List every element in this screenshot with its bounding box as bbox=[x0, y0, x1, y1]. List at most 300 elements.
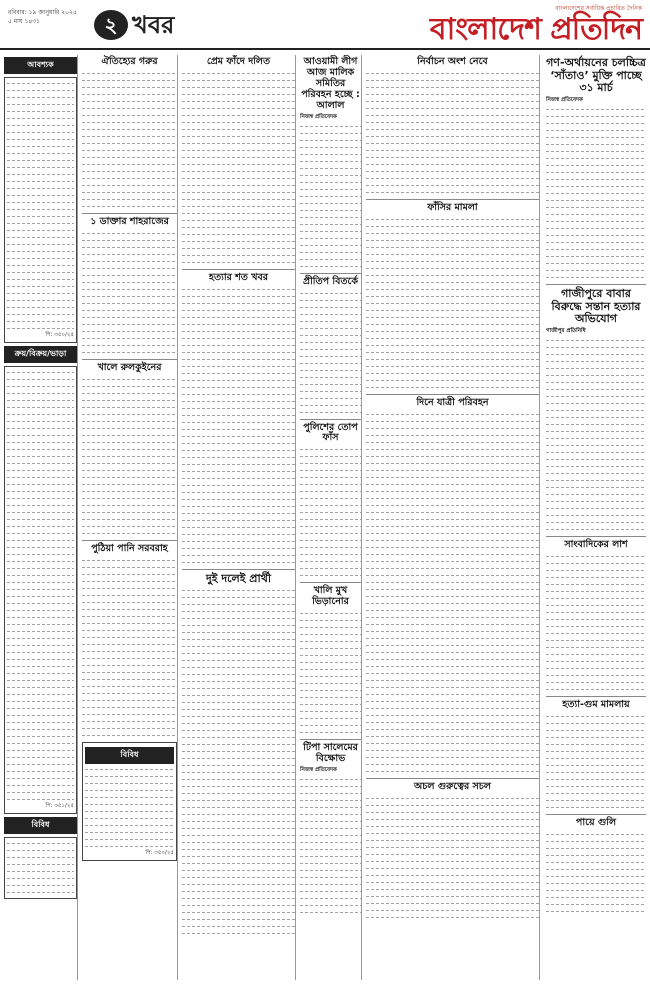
text-line bbox=[546, 769, 646, 776]
text-line bbox=[366, 635, 539, 642]
text-line bbox=[82, 732, 177, 739]
text-line bbox=[546, 776, 646, 783]
text-line bbox=[546, 211, 646, 218]
date-block bbox=[8, 8, 77, 26]
classified-block bbox=[4, 837, 77, 899]
text-line bbox=[82, 606, 177, 613]
text-line bbox=[366, 879, 539, 886]
text-line bbox=[546, 113, 646, 120]
text-line bbox=[182, 902, 295, 909]
text-line bbox=[7, 705, 74, 712]
news-column-3 bbox=[182, 55, 296, 980]
text-line bbox=[546, 720, 646, 727]
text-line bbox=[82, 335, 177, 342]
text-line bbox=[546, 393, 646, 400]
text-line bbox=[546, 859, 646, 866]
text-line bbox=[7, 544, 74, 551]
text-line bbox=[182, 419, 295, 426]
text-line bbox=[546, 428, 646, 435]
bangla-date: ৫ মাঘ ১৪৩১ bbox=[8, 18, 41, 25]
text-line bbox=[366, 530, 539, 537]
text-line bbox=[182, 286, 295, 293]
news-column-4 bbox=[300, 55, 362, 980]
text-line bbox=[82, 258, 177, 265]
text-line bbox=[7, 404, 74, 411]
text-line bbox=[7, 523, 74, 530]
text-line bbox=[182, 224, 295, 231]
text-line bbox=[182, 615, 295, 622]
text-line bbox=[7, 129, 74, 136]
text-line bbox=[546, 755, 646, 762]
text-line bbox=[82, 662, 177, 669]
text-line bbox=[300, 776, 361, 783]
text-line bbox=[546, 880, 646, 887]
text-line bbox=[7, 614, 74, 621]
text-line bbox=[366, 656, 539, 663]
headline-debate: প্রীতিপ বিতর্কে bbox=[302, 275, 358, 287]
text-line bbox=[300, 488, 361, 495]
text-line bbox=[366, 830, 539, 837]
text-line bbox=[7, 600, 74, 607]
text-line bbox=[7, 227, 74, 234]
text-line bbox=[82, 140, 177, 147]
text-line bbox=[300, 673, 361, 680]
text-line bbox=[300, 290, 361, 297]
text-line bbox=[7, 311, 74, 318]
text-line bbox=[7, 572, 74, 579]
text-line bbox=[182, 496, 295, 503]
text-line bbox=[300, 249, 361, 256]
text-line bbox=[85, 822, 174, 829]
headline-murder-case: হত্যা-গুম মামলায় bbox=[562, 698, 630, 710]
text-line bbox=[82, 390, 177, 397]
notice-box bbox=[82, 742, 177, 861]
text-line bbox=[7, 255, 74, 262]
text-line bbox=[82, 189, 177, 196]
text-line bbox=[7, 376, 74, 383]
text-line bbox=[82, 105, 177, 112]
headline-heritage: ঐতিহ্যের গরুর bbox=[101, 56, 158, 67]
text-line bbox=[7, 796, 74, 803]
text-line bbox=[300, 825, 361, 832]
text-line bbox=[546, 491, 646, 498]
text-line bbox=[300, 409, 361, 416]
text-line bbox=[182, 475, 295, 482]
text-line bbox=[546, 463, 646, 470]
text-line bbox=[546, 365, 646, 372]
text-line bbox=[366, 481, 539, 488]
text-line bbox=[82, 578, 177, 585]
text-line bbox=[300, 346, 361, 353]
text-line bbox=[366, 182, 539, 189]
text-line bbox=[7, 262, 74, 269]
text-line bbox=[546, 477, 646, 484]
text-line bbox=[7, 642, 74, 649]
text-line bbox=[182, 783, 295, 790]
text-line bbox=[546, 246, 646, 253]
text-line bbox=[546, 414, 646, 421]
text-line bbox=[182, 356, 295, 363]
text-line bbox=[546, 358, 646, 365]
text-line bbox=[300, 200, 361, 207]
text-line bbox=[546, 866, 646, 873]
text-line bbox=[546, 894, 646, 901]
text-line bbox=[82, 669, 177, 676]
text-line bbox=[546, 637, 646, 644]
text-line bbox=[85, 808, 174, 815]
text-line bbox=[182, 706, 295, 713]
text-line bbox=[7, 318, 74, 325]
text-line bbox=[546, 162, 646, 169]
text-line bbox=[300, 537, 361, 544]
text-line bbox=[300, 179, 361, 186]
text-line bbox=[82, 175, 177, 182]
news-column-5 bbox=[366, 55, 540, 980]
logo-tagline: বাংলাদেশের সর্বাধিক প্রচারিত দৈনিক bbox=[555, 5, 642, 12]
text-line bbox=[82, 509, 177, 516]
text-line bbox=[300, 460, 361, 467]
byline: নিজস্ব প্রতিবেদক bbox=[300, 767, 337, 774]
text-line bbox=[182, 741, 295, 748]
text-line bbox=[182, 860, 295, 867]
text-line bbox=[182, 189, 295, 196]
text-line bbox=[182, 245, 295, 252]
text-line bbox=[7, 565, 74, 572]
text-line bbox=[82, 161, 177, 168]
text-line bbox=[366, 411, 539, 418]
text-line bbox=[546, 148, 646, 155]
text-line bbox=[182, 203, 295, 210]
article-body bbox=[82, 230, 177, 356]
text-line bbox=[182, 524, 295, 531]
text-line bbox=[7, 269, 74, 276]
text-line bbox=[82, 376, 177, 383]
text-line bbox=[82, 182, 177, 189]
text-line bbox=[366, 175, 539, 182]
text-line bbox=[366, 84, 539, 91]
text-line bbox=[182, 433, 295, 440]
text-line bbox=[182, 489, 295, 496]
text-line bbox=[300, 617, 361, 624]
text-line bbox=[7, 453, 74, 460]
text-line bbox=[182, 636, 295, 643]
text-line bbox=[546, 484, 646, 491]
text-line bbox=[366, 467, 539, 474]
text-line bbox=[300, 659, 361, 666]
text-line bbox=[366, 768, 539, 775]
text-line bbox=[366, 98, 539, 105]
text-line bbox=[366, 593, 539, 600]
text-line bbox=[7, 369, 74, 376]
text-line bbox=[366, 286, 539, 293]
text-line bbox=[82, 133, 177, 140]
text-line bbox=[300, 832, 361, 839]
section-title-notice: বিবিধ bbox=[85, 747, 174, 764]
text-line bbox=[546, 567, 646, 574]
text-line bbox=[546, 679, 646, 686]
text-line bbox=[182, 342, 295, 349]
text-line bbox=[82, 328, 177, 335]
text-line bbox=[82, 676, 177, 683]
text-line bbox=[366, 154, 539, 161]
text-line bbox=[7, 635, 74, 642]
text-line bbox=[82, 488, 177, 495]
text-line bbox=[7, 607, 74, 614]
text-line bbox=[300, 610, 361, 617]
text-line bbox=[7, 115, 74, 122]
text-line bbox=[366, 747, 539, 754]
text-line bbox=[182, 727, 295, 734]
text-line bbox=[366, 865, 539, 872]
text-line bbox=[82, 307, 177, 314]
headline-protest: টিপা সালেমের বিক্ষোভ bbox=[303, 742, 358, 765]
text-line bbox=[7, 882, 74, 889]
text-line bbox=[182, 867, 295, 874]
text-line bbox=[300, 481, 361, 488]
text-line bbox=[7, 847, 74, 854]
text-line bbox=[82, 690, 177, 697]
text-line bbox=[300, 297, 361, 304]
text-line bbox=[82, 467, 177, 474]
classifieds-column bbox=[4, 55, 78, 980]
text-line bbox=[300, 207, 361, 214]
text-line bbox=[546, 908, 646, 915]
text-line bbox=[7, 677, 74, 684]
text-line bbox=[366, 488, 539, 495]
headline-love-trap: প্রেম ফাঁদে দলিত bbox=[206, 56, 271, 67]
text-line bbox=[300, 701, 361, 708]
text-line bbox=[7, 467, 74, 474]
text-line bbox=[366, 230, 539, 237]
text-line bbox=[82, 112, 177, 119]
article-body bbox=[366, 795, 539, 921]
text-line bbox=[7, 488, 74, 495]
text-line bbox=[546, 609, 646, 616]
text-line bbox=[82, 279, 177, 286]
headline-murder-news: হত্যার শত খবর bbox=[209, 271, 268, 283]
text-line bbox=[182, 105, 295, 112]
text-line bbox=[300, 318, 361, 325]
text-line bbox=[366, 579, 539, 586]
text-line bbox=[82, 314, 177, 321]
text-line bbox=[7, 761, 74, 768]
text-line bbox=[182, 923, 295, 930]
text-line bbox=[182, 832, 295, 839]
text-line bbox=[7, 698, 74, 705]
text-line bbox=[300, 360, 361, 367]
text-line bbox=[366, 607, 539, 614]
text-line bbox=[366, 342, 539, 349]
classified-code: পি: ৩৫০/২৫ bbox=[145, 849, 174, 856]
text-line bbox=[7, 628, 74, 635]
text-line bbox=[82, 119, 177, 126]
text-line bbox=[546, 106, 646, 113]
masthead bbox=[0, 0, 650, 50]
text-line bbox=[366, 823, 539, 830]
text-line bbox=[182, 909, 295, 916]
text-line bbox=[7, 726, 74, 733]
text-line bbox=[7, 460, 74, 467]
byline: নিজস্ব প্রতিবেদক bbox=[300, 113, 337, 120]
text-line bbox=[182, 119, 295, 126]
text-line bbox=[182, 168, 295, 175]
text-line bbox=[82, 272, 177, 279]
text-line bbox=[82, 446, 177, 453]
text-line bbox=[7, 670, 74, 677]
text-line bbox=[182, 426, 295, 433]
text-line bbox=[546, 901, 646, 908]
text-line bbox=[182, 98, 295, 105]
text-line bbox=[7, 122, 74, 129]
text-line bbox=[182, 259, 295, 266]
text-line bbox=[85, 794, 174, 801]
text-line bbox=[182, 238, 295, 245]
page-section-name: খবর bbox=[132, 11, 175, 39]
text-line bbox=[85, 780, 174, 787]
text-line bbox=[546, 176, 646, 183]
text-line bbox=[82, 704, 177, 711]
text-line bbox=[366, 258, 539, 265]
text-line bbox=[82, 571, 177, 578]
text-line bbox=[7, 432, 74, 439]
headline-police: পুলিশের তোপ ফাঁস bbox=[303, 421, 358, 444]
text-line bbox=[546, 141, 646, 148]
text-line bbox=[366, 223, 539, 230]
text-line bbox=[182, 510, 295, 517]
article-body bbox=[300, 776, 361, 916]
text-line bbox=[182, 650, 295, 657]
text-line bbox=[366, 432, 539, 439]
text-line bbox=[82, 718, 177, 725]
text-line bbox=[82, 481, 177, 488]
text-line bbox=[300, 895, 361, 902]
text-line bbox=[366, 754, 539, 761]
text-line bbox=[300, 509, 361, 516]
text-line bbox=[182, 91, 295, 98]
text-line bbox=[546, 526, 646, 533]
headline-face: খালি মুখ ভিড়ানোর bbox=[312, 585, 349, 608]
text-line bbox=[300, 395, 361, 402]
text-line bbox=[182, 762, 295, 769]
text-line bbox=[546, 873, 646, 880]
text-line bbox=[82, 711, 177, 718]
text-line bbox=[300, 790, 361, 797]
text-line bbox=[182, 154, 295, 161]
text-line bbox=[7, 656, 74, 663]
section-title-wanted: আবশ্যক bbox=[4, 57, 77, 74]
text-line bbox=[7, 558, 74, 565]
text-line bbox=[366, 837, 539, 844]
text-line bbox=[300, 811, 361, 818]
text-line bbox=[82, 98, 177, 105]
text-line bbox=[366, 307, 539, 314]
text-line bbox=[366, 809, 539, 816]
text-line bbox=[366, 558, 539, 565]
text-line bbox=[182, 140, 295, 147]
text-line bbox=[300, 353, 361, 360]
text-line bbox=[7, 383, 74, 390]
text-line bbox=[300, 680, 361, 687]
text-line bbox=[546, 267, 646, 274]
text-line bbox=[7, 164, 74, 171]
text-line bbox=[182, 161, 295, 168]
text-line bbox=[7, 276, 74, 283]
text-line bbox=[182, 776, 295, 783]
text-line bbox=[546, 852, 646, 859]
text-line bbox=[546, 519, 646, 526]
text-line bbox=[300, 638, 361, 645]
headline-canal: খালে রুলকুইনের bbox=[97, 361, 162, 373]
text-line bbox=[82, 147, 177, 154]
text-line bbox=[82, 564, 177, 571]
text-line bbox=[182, 888, 295, 895]
text-line bbox=[300, 256, 361, 263]
text-line bbox=[82, 613, 177, 620]
text-line bbox=[82, 349, 177, 356]
text-line bbox=[182, 538, 295, 545]
text-line bbox=[366, 168, 539, 175]
text-line bbox=[300, 551, 361, 558]
text-line bbox=[7, 537, 74, 544]
text-line bbox=[366, 544, 539, 551]
text-line bbox=[546, 651, 646, 658]
headline-awami-league: আওয়ামী লীগ আজ মালিক সমিতির পরিবহন হচ্ছে : আলাল bbox=[301, 56, 360, 111]
text-line bbox=[182, 545, 295, 552]
headline-election: নির্বাচন অংশ নেবে bbox=[417, 56, 488, 67]
text-line bbox=[182, 77, 295, 84]
text-line bbox=[182, 182, 295, 189]
text-line bbox=[546, 713, 646, 720]
text-line bbox=[7, 495, 74, 502]
text-line bbox=[7, 390, 74, 397]
text-line bbox=[546, 644, 646, 651]
text-line bbox=[82, 77, 177, 84]
text-line bbox=[366, 733, 539, 740]
news-column-6 bbox=[546, 55, 646, 980]
text-line bbox=[82, 230, 177, 237]
text-line bbox=[7, 684, 74, 691]
text-line bbox=[82, 397, 177, 404]
text-line bbox=[7, 283, 74, 290]
text-line bbox=[546, 421, 646, 428]
text-line bbox=[366, 126, 539, 133]
headline-journalist: সাংবাদিকের লাশ bbox=[564, 538, 628, 550]
text-line bbox=[82, 70, 177, 77]
text-line bbox=[366, 460, 539, 467]
text-line bbox=[546, 748, 646, 755]
text-line bbox=[182, 678, 295, 685]
text-line bbox=[7, 782, 74, 789]
text-line bbox=[546, 602, 646, 609]
text-line bbox=[7, 789, 74, 796]
text-line bbox=[300, 130, 361, 137]
text-line bbox=[7, 719, 74, 726]
text-line bbox=[182, 755, 295, 762]
text-line bbox=[182, 517, 295, 524]
text-line bbox=[82, 641, 177, 648]
text-line bbox=[300, 367, 361, 374]
text-line bbox=[82, 411, 177, 418]
page-number-badge: ২ bbox=[94, 10, 128, 40]
text-line bbox=[366, 495, 539, 502]
text-line bbox=[366, 335, 539, 342]
text-line bbox=[300, 839, 361, 846]
text-line bbox=[182, 846, 295, 853]
text-line bbox=[82, 599, 177, 606]
text-line bbox=[300, 242, 361, 249]
text-line bbox=[7, 248, 74, 255]
text-line bbox=[82, 91, 177, 98]
